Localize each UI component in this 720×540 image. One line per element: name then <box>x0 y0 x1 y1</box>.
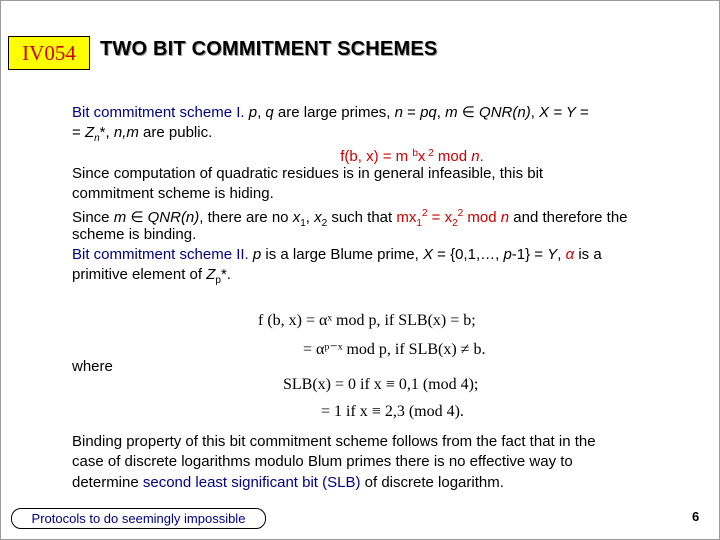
binding-para-end: of discrete logarithm. <box>360 473 504 491</box>
slb-term: second least significant bit (SLB) <box>142 473 361 491</box>
var-m: m <box>445 104 458 121</box>
s2-x: X <box>422 246 433 264</box>
bind-eq-mod: mod <box>463 209 501 227</box>
bind-eq-right-sup: 2 <box>457 208 464 220</box>
binding-para-line1: Binding property of this bit commitment scheme follows from the fact that in the <box>72 433 596 450</box>
var-qnr: QNR(n) <box>479 104 531 121</box>
formula-x: x <box>417 147 426 165</box>
s2-z: Z <box>206 266 216 284</box>
bind-end: and therefore the <box>509 209 628 227</box>
formula-n: n <box>471 147 480 165</box>
hiding-line1: Since computation of quadratic residues is in general infeasible, this bit <box>72 164 544 182</box>
footer-label: Protocols to do seemingly impossible <box>11 508 266 529</box>
scheme1-line2 <box>72 123 707 143</box>
scheme1-line1 <box>72 103 707 123</box>
s2-setend: -1} = <box>511 246 548 264</box>
formula-sup2: 2 <box>425 147 434 159</box>
text-comma3: , <box>530 104 540 121</box>
page-number: 6 <box>692 509 700 524</box>
slide-title <box>100 38 437 61</box>
bind-in: ∈ <box>126 209 148 227</box>
var-nm: n,m <box>113 124 139 142</box>
formula-slb-case2: = 1 if x ≡ 2,3 (mod 4). <box>321 403 464 420</box>
formula-commit-case2: = αᵖ⁻ˣ mod p, if SLB(x) ≠ b. <box>303 341 486 358</box>
text-comma: , <box>257 104 266 121</box>
var-z-sub: n <box>94 133 100 145</box>
var-pq: pq <box>420 104 437 121</box>
bind-x2-sub: 2 <box>321 218 328 230</box>
text-large-primes: are large primes, <box>273 104 395 121</box>
s2-mid: is a large Blume prime, <box>261 246 423 264</box>
s2-y: Y <box>547 246 558 264</box>
bind-mid: , there are no <box>199 209 293 227</box>
s2-set: = {0,1,…, <box>432 246 504 264</box>
var-xy: X = Y <box>539 104 576 121</box>
bind-qnr: QNR(n) <box>147 209 200 227</box>
where-label: where <box>72 358 113 375</box>
bind-eq-left-sub: 1 <box>416 218 422 230</box>
s2-isa: is a <box>574 246 602 264</box>
s2-comma: , <box>557 246 566 264</box>
scheme1-formula <box>72 144 707 164</box>
text-eq-end: = <box>575 104 589 121</box>
s2-alpha: α <box>565 246 575 264</box>
bind-x1: x <box>292 209 301 227</box>
var-q: q <box>265 104 274 121</box>
binding-para-line3 <box>72 473 707 493</box>
binding-para-line2: case of discrete logarithms modulo Blum primes there is no effective way to <box>72 453 573 471</box>
scheme2-line1 <box>72 245 707 265</box>
s2-z-sub: p <box>215 275 221 287</box>
formula-end: . <box>479 147 484 165</box>
s2-primitive: primitive element of <box>72 266 207 284</box>
scheme2-line2 <box>72 265 707 285</box>
s2-star: *. <box>220 266 231 284</box>
formula-slb-case1: SLB(x) = 0 if x ≡ 0,1 (mod 4); <box>283 376 479 393</box>
bind-such: such that <box>327 209 397 227</box>
binding-line2: scheme is binding. <box>72 225 197 243</box>
bind-eq-left: mx <box>396 209 417 227</box>
scheme2-heading: Bit commitment scheme II. <box>72 246 249 264</box>
bind-eq-left-sup: 2 <box>421 208 428 220</box>
text-public: are public. <box>138 124 213 142</box>
formula-lhs: f(b, x) = m <box>340 147 413 165</box>
course-code-badge: IV054 <box>8 36 90 70</box>
slide-title-text: TWO BIT COMMITMENT SCHEMES <box>100 38 438 60</box>
hiding-line2: commitment scheme is hiding. <box>72 185 274 203</box>
var-z: Z <box>84 124 95 142</box>
text-eq: = <box>402 104 421 121</box>
s2-p: p <box>252 246 262 264</box>
scheme1-heading: Bit commitment scheme I. <box>72 104 245 121</box>
bind-m: m <box>113 209 127 227</box>
text-star: *, <box>99 124 114 142</box>
var-p: p <box>248 104 258 121</box>
var-n: n <box>394 104 403 121</box>
slide-body <box>72 103 707 286</box>
binding-line1 <box>72 204 707 230</box>
formula-b: b <box>412 147 418 159</box>
binding-para-determine: determine <box>72 473 143 491</box>
bind-since: Since <box>72 209 114 227</box>
bind-comma: , <box>305 209 315 227</box>
text-comma2: , <box>436 104 446 121</box>
formula-mod: mod <box>433 147 472 165</box>
text-eq2: = <box>72 124 85 142</box>
bind-x1-sub: 1 <box>300 218 306 230</box>
s2-pm1: p <box>503 246 512 264</box>
bind-eq-mid: = x <box>427 209 453 227</box>
bind-eq-n: n <box>500 209 510 227</box>
formula-commit-case1: f (b, x) = αˣ mod p, if SLB(x) = b; <box>258 312 476 329</box>
text-in: ∈ <box>457 104 480 121</box>
bind-x2: x <box>314 209 322 227</box>
bind-eq-right-sub: 2 <box>452 218 458 230</box>
binding-paragraph <box>72 432 707 493</box>
